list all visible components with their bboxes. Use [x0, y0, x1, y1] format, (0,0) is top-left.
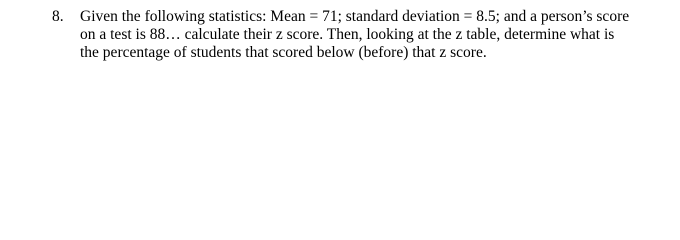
question-8 — [52, 8, 672, 62]
question-text — [80, 8, 672, 62]
question-line-2: on a test is 88… calculate their z score. Then, looking at the z table, determine what is — [80, 26, 615, 43]
question-number: 8. — [52, 8, 64, 25]
question-line-3: the percentage of students that scored below (before) that z score. — [80, 44, 487, 61]
question-line-1: Given the following statistics: Mean = 71; standard deviation = 8.5; and a person’s score — [80, 8, 630, 25]
